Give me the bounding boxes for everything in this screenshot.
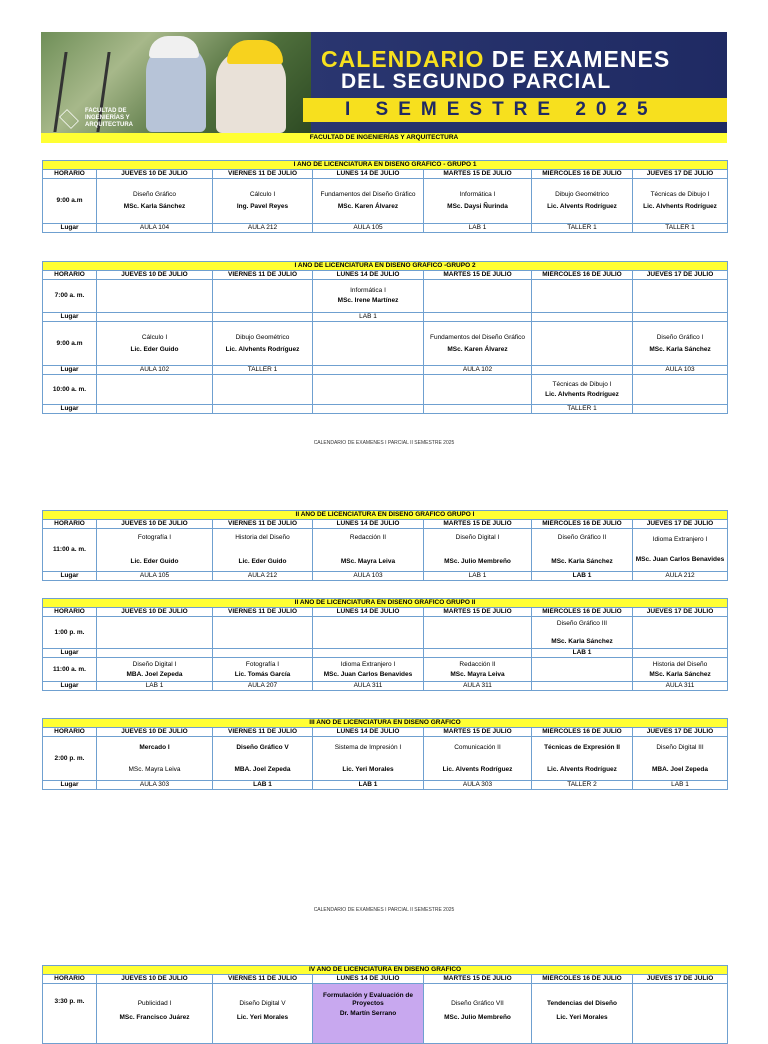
column-header: VIERNES 11 DE JULIO <box>213 975 313 984</box>
professor: Lic. Yeri Morales <box>342 765 394 773</box>
page-footer: CALENDARIO DE EXAMENES I PARCIAL II SEMESTRE 2025 <box>313 907 455 913</box>
room-cell: AULA 311 <box>313 682 424 691</box>
column-header: LUNES 14 DE JULIO <box>313 271 424 280</box>
table-title: I AÑO DE LICENCIATURA EN DISEÑO GRÁFICO - GRUPO 1 <box>43 161 728 170</box>
column-header: MARTES 15 DE JULIO <box>424 520 532 529</box>
table-row <box>43 529 728 572</box>
subject: Diseño Gráfico III <box>556 619 608 627</box>
subject: Sistema de Impresión I <box>334 743 402 751</box>
lugar-label: Lugar <box>43 366 97 375</box>
exam-cell <box>97 984 213 1044</box>
exam-cell <box>97 529 213 572</box>
subject: Fundamentos del Diseño Gráfico <box>429 333 526 341</box>
exam-cell <box>424 529 532 572</box>
room-cell: TALLER 1 <box>532 405 633 414</box>
exam-cell <box>97 179 213 224</box>
page-footer: CALENDARIO DE EXAMENES I PARCIAL II SEMESTRE 2025 <box>313 440 455 446</box>
professor: Lic. Alvhents Rodríguez <box>225 345 300 353</box>
column-header: MARTES 15 DE JULIO <box>424 271 532 280</box>
column-header: JUEVES 10 DE JULIO <box>97 520 213 529</box>
column-header: MIÉRCOLES 16 DE JULIO <box>532 520 633 529</box>
empty-cell <box>532 280 633 313</box>
table-row <box>43 375 728 405</box>
table-title: II AÑO DE LICENCIATURA EN DISEÑO GRÁFICO GRUPO I <box>43 511 728 520</box>
subject: Dibujo Geométrico <box>555 191 609 198</box>
time-cell: 10:00 a. m. <box>43 375 97 405</box>
column-header: HORARIO <box>43 608 97 617</box>
exam-cell <box>633 322 728 366</box>
exam-cell <box>532 179 633 224</box>
subject: Fotografía I <box>245 660 280 668</box>
subject: Diseño Gráfico II <box>557 534 607 541</box>
lugar-label: Lugar <box>43 649 97 658</box>
exam-cell <box>313 529 424 572</box>
room-cell: AULA 102 <box>424 366 532 375</box>
time-cell: 9:00 a.m <box>43 179 97 224</box>
exam-cell <box>213 179 313 224</box>
room-cell: TALLER 1 <box>633 224 728 233</box>
room-cell: LAB 1 <box>532 572 633 581</box>
room-cell: TALLER 1 <box>213 366 313 375</box>
room-cell: AULA 212 <box>633 572 728 581</box>
column-header: JUEVES 17 DE JULIO <box>633 608 728 617</box>
room-cell <box>313 405 424 414</box>
exam-cell <box>424 984 532 1044</box>
professor: MSc. Mayra Leiva <box>450 670 505 678</box>
column-header: MARTES 15 DE JULIO <box>424 975 532 984</box>
schedule-table-year1-group2 <box>42 261 728 414</box>
professor: MSc. Francisco Juárez <box>119 1014 190 1021</box>
column-header: HORARIO <box>43 975 97 984</box>
exam-cell <box>97 658 213 682</box>
lugar-label: Lugar <box>43 405 97 414</box>
column-header: JUEVES 10 DE JULIO <box>97 975 213 984</box>
professor: Lic. Tomás García <box>234 670 291 678</box>
column-header: JUEVES 10 DE JULIO <box>97 271 213 280</box>
schedule-table-year1-group1 <box>42 160 728 233</box>
room-cell: AULA 207 <box>213 682 313 691</box>
empty-cell <box>424 280 532 313</box>
table-row <box>43 322 728 366</box>
column-header: VIERNES 11 DE JULIO <box>213 170 313 179</box>
column-header: JUEVES 17 DE JULIO <box>633 170 728 179</box>
subject: Diseño Digital I <box>132 660 177 668</box>
lugar-row <box>43 313 728 322</box>
lugar-row <box>43 366 728 375</box>
subject: Dibujo Geométrico <box>235 333 290 341</box>
professor: MSc. Julio Membreño <box>444 1014 511 1021</box>
room-cell <box>97 405 213 414</box>
banner-title-highlight: CALENDARIO <box>321 46 485 72</box>
subject: Idioma Extranjero I <box>340 660 396 668</box>
empty-cell <box>213 280 313 313</box>
professor: MSc. Mayra Leiva <box>340 558 396 565</box>
room-cell: AULA 105 <box>97 572 213 581</box>
subject: Redacción II <box>349 534 387 541</box>
column-header: JUEVES 17 DE JULIO <box>633 728 728 737</box>
room-cell: LAB 1 <box>97 682 213 691</box>
exam-cell <box>213 984 313 1044</box>
column-header: MARTES 15 DE JULIO <box>424 170 532 179</box>
lugar-label: Lugar <box>43 781 97 790</box>
professor: Ing. Pavel Reyes <box>236 203 289 210</box>
column-header: LUNES 14 DE JULIO <box>313 520 424 529</box>
column-header: MIÉRCOLES 16 DE JULIO <box>532 271 633 280</box>
lugar-row <box>43 405 728 414</box>
room-cell: LAB 1 <box>633 781 728 790</box>
room-cell <box>633 313 728 322</box>
lugar-label: Lugar <box>43 224 97 233</box>
room-cell: TALLER 2 <box>532 781 633 790</box>
subject: Diseño Digital V <box>239 1000 286 1007</box>
exam-cell <box>532 617 633 649</box>
subject: Cálculo I <box>249 191 276 198</box>
table-title: I AÑO DE LICENCIATURA EN DISEÑO GRÁFICO -GRUPO 2 <box>43 262 728 271</box>
empty-cell <box>97 375 213 405</box>
time-cell: 9:00 a.m <box>43 322 97 366</box>
subject: Fotografía I <box>137 534 172 541</box>
lugar-row <box>43 781 728 790</box>
professor: MSc. Julio Membreño <box>444 558 511 565</box>
subject: Diseño Gráfico VII <box>451 1000 504 1007</box>
time-cell: 11:00 a. m. <box>43 658 97 682</box>
header-banner <box>41 32 727 133</box>
room-cell: LAB 1 <box>313 781 424 790</box>
professor: Lic. Yeri Morales <box>556 1014 608 1021</box>
column-header: MIÉRCOLES 16 DE JULIO <box>532 170 633 179</box>
exam-cell <box>213 737 313 781</box>
professor: MBA. Joel Zepeda <box>234 765 291 773</box>
professor: MSc. Juan Carlos Benavides <box>323 670 413 678</box>
subject: Técnicas de Dibujo I <box>552 380 612 388</box>
exam-cell <box>532 375 633 405</box>
column-header: LUNES 14 DE JULIO <box>313 975 424 984</box>
exam-cell <box>532 984 633 1044</box>
subject: Comunicación II <box>454 743 501 751</box>
subject: Diseño Digital I <box>455 534 500 541</box>
column-header: MIÉRCOLES 16 DE JULIO <box>532 975 633 984</box>
schedule-table-year2-group1 <box>42 510 728 581</box>
professor: Lic. Yeri Morales <box>236 1014 289 1021</box>
room-cell: LAB 1 <box>424 224 532 233</box>
banner-title <box>321 46 670 73</box>
empty-cell <box>633 280 728 313</box>
room-cell <box>213 649 313 658</box>
schedule-table-year2-group2 <box>42 598 728 691</box>
exam-cell <box>633 179 728 224</box>
room-cell: AULA 103 <box>313 572 424 581</box>
column-header: MARTES 15 DE JULIO <box>424 728 532 737</box>
empty-cell <box>532 658 633 682</box>
exam-cell <box>213 322 313 366</box>
empty-cell <box>313 617 424 649</box>
empty-cell <box>97 280 213 313</box>
professor: MSc. Karla Sánchez <box>551 637 613 645</box>
column-header: HORARIO <box>43 170 97 179</box>
table-row <box>43 658 728 682</box>
subject: Idioma Extranjero I <box>652 536 708 543</box>
room-cell: LAB 1 <box>313 313 424 322</box>
lugar-row <box>43 682 728 691</box>
column-header: HORARIO <box>43 271 97 280</box>
schedule-table-year3 <box>42 718 728 790</box>
professor: MSc. Karen Álvarez <box>337 203 399 210</box>
lugar-row <box>43 572 728 581</box>
professor: MBA. Joel Zepeda <box>126 670 183 678</box>
professor: MSc. Karla Sánchez <box>551 558 613 565</box>
empty-cell <box>633 984 728 1044</box>
subject: Diseño Digital III <box>656 743 704 751</box>
subject: Historia del Diseño <box>235 534 290 541</box>
professor: Dr. Martín Serrano <box>339 1010 397 1017</box>
room-cell: AULA 102 <box>97 366 213 375</box>
exam-cell <box>213 658 313 682</box>
column-header: VIERNES 11 DE JULIO <box>213 520 313 529</box>
subject: Historia del Diseño <box>652 660 708 668</box>
exam-cell <box>313 179 424 224</box>
banner-title-rest: DE EXAMENES <box>491 46 671 72</box>
subject: Informática I <box>459 191 496 198</box>
professor: MSc. Karla Sánchez <box>123 203 186 210</box>
table-title: IV AÑO DE LICENCIATURA EN DISEÑO GRÁFICO <box>43 966 728 975</box>
professor: MSc. Juan Carlos Benavides <box>635 556 725 563</box>
exam-cell <box>633 529 728 572</box>
room-cell <box>633 649 728 658</box>
professor: Lic. Alvhents Rodríguez <box>545 390 619 398</box>
room-cell <box>213 313 313 322</box>
professor: Lic. Alvhents Rodríguez <box>643 203 717 210</box>
table-row <box>43 179 728 224</box>
exam-cell <box>633 658 728 682</box>
room-cell <box>313 366 424 375</box>
column-header: JUEVES 10 DE JULIO <box>97 170 213 179</box>
professor: MSc. Karla Sánchez <box>649 670 711 678</box>
room-cell: AULA 311 <box>633 682 728 691</box>
room-cell <box>532 313 633 322</box>
column-header: JUEVES 17 DE JULIO <box>633 975 728 984</box>
room-cell <box>424 313 532 322</box>
exam-cell <box>532 737 633 781</box>
empty-cell <box>213 375 313 405</box>
room-cell <box>213 405 313 414</box>
exam-cell <box>313 280 424 313</box>
column-header: VIERNES 11 DE JULIO <box>213 608 313 617</box>
column-header: MIÉRCOLES 16 DE JULIO <box>532 608 633 617</box>
exam-cell <box>97 737 213 781</box>
table-title: III AÑO DE LICENCIATURA EN DISEÑO GRÁFICO <box>43 719 728 728</box>
exam-cell <box>633 737 728 781</box>
exam-cell <box>532 529 633 572</box>
empty-cell <box>313 375 424 405</box>
subject: Formulación y Evaluación de Proyectos <box>323 992 413 1007</box>
banner-subtitle: DEL SEGUNDO PARCIAL <box>341 70 612 93</box>
empty-cell <box>532 322 633 366</box>
professor: MSc. Karen Álvarez <box>447 345 508 353</box>
professor: Lic. Eder Guido <box>238 558 287 565</box>
yellow-helmet-image <box>227 40 283 64</box>
room-cell: AULA 303 <box>424 781 532 790</box>
lugar-label: Lugar <box>43 572 97 581</box>
professor: MSc. Irene Martínez <box>337 297 399 304</box>
time-cell: 3:30 p. m. <box>43 984 97 1044</box>
room-cell: AULA 212 <box>213 572 313 581</box>
exam-cell <box>424 737 532 781</box>
logo-text: FACULTAD DE INGENIERÍAS Y ARQUITECTURA <box>85 108 133 128</box>
professor: Lic. Alvents Rodríguez <box>547 765 617 773</box>
column-header: VIERNES 11 DE JULIO <box>213 728 313 737</box>
room-cell: AULA 105 <box>313 224 424 233</box>
empty-cell <box>424 617 532 649</box>
room-cell: LAB 1 <box>213 781 313 790</box>
professor: Lic. Eder Guido <box>130 345 179 353</box>
room-cell: AULA 212 <box>213 224 313 233</box>
lugar-row <box>43 649 728 658</box>
professor: MSc. Karla Sánchez <box>649 345 711 353</box>
subject: Fundamentos del Diseño Gráfico <box>320 191 416 198</box>
subject: Tendencias del Diseño <box>547 1000 617 1007</box>
faculty-label: FACULTAD DE INGENIERÍAS Y ARQUITECTURA <box>41 133 727 143</box>
room-cell <box>313 649 424 658</box>
lugar-label: Lugar <box>43 313 97 322</box>
time-cell: 11:00 a. m. <box>43 529 97 572</box>
faculty-logo <box>57 108 155 129</box>
banner-photo <box>41 32 311 133</box>
column-header: JUEVES 10 DE JULIO <box>97 728 213 737</box>
room-cell: AULA 311 <box>424 682 532 691</box>
white-helmet-image <box>149 36 199 58</box>
professor: Lic. Alvents Rodríguez <box>442 765 513 773</box>
subject: Publicidad I <box>137 1000 172 1007</box>
exam-cell <box>313 658 424 682</box>
room-cell <box>633 405 728 414</box>
table-row <box>43 617 728 649</box>
exam-cell <box>424 179 532 224</box>
exam-cell <box>424 658 532 682</box>
table-title: II AÑO DE LICENCIATURA EN DISEÑO GRÁFICO GRUPO II <box>43 599 728 608</box>
column-header: JUEVES 10 DE JULIO <box>97 608 213 617</box>
professor: Lic. Alvents Rodríguez <box>547 203 617 210</box>
semester-strip: I SEMESTRE 2025 <box>303 98 727 122</box>
exam-cell <box>213 529 313 572</box>
subject: Técnicas de Expresión II <box>544 743 620 751</box>
room-cell: LAB 1 <box>424 572 532 581</box>
column-header: HORARIO <box>43 728 97 737</box>
room-cell <box>97 313 213 322</box>
subject: Cálculo I <box>141 333 168 341</box>
time-cell: 2:00 p. m. <box>43 737 97 781</box>
room-cell: LAB 1 <box>532 649 633 658</box>
column-header: LUNES 14 DE JULIO <box>313 170 424 179</box>
column-header: HORARIO <box>43 520 97 529</box>
subject: Diseño Gráfico V <box>236 743 289 751</box>
professor: MSc. Mayra Leiva <box>128 765 181 773</box>
professor: Lic. Eder Guido <box>130 558 179 565</box>
lugar-row <box>43 224 728 233</box>
room-cell: TALLER 1 <box>532 224 633 233</box>
professor: MSc. Daysi Ñurinda <box>447 203 508 210</box>
professor: MBA. Joel Zepeda <box>652 765 708 773</box>
logo-icon <box>59 109 79 129</box>
column-header: LUNES 14 DE JULIO <box>313 608 424 617</box>
column-header: MIÉRCOLES 16 DE JULIO <box>532 728 633 737</box>
table-row <box>43 737 728 781</box>
exam-cell-highlighted <box>313 984 424 1044</box>
column-header: MARTES 15 DE JULIO <box>424 608 532 617</box>
subject: Técnicas de Dibujo I <box>650 191 710 198</box>
time-cell: 1:00 p. m. <box>43 617 97 649</box>
subject: Informática I <box>350 287 386 294</box>
schedule-table-year4 <box>42 965 728 1044</box>
exam-cell <box>313 737 424 781</box>
empty-cell <box>313 322 424 366</box>
exam-cell <box>97 322 213 366</box>
subject: Diseño Gráfico <box>133 191 176 198</box>
subject: Mercado I <box>139 743 170 751</box>
column-header: JUEVES 17 DE JULIO <box>633 271 728 280</box>
empty-cell <box>633 375 728 405</box>
table-row <box>43 984 728 1044</box>
subject: Redacción II <box>459 660 496 668</box>
room-cell <box>97 649 213 658</box>
exam-cell <box>424 322 532 366</box>
lugar-label: Lugar <box>43 682 97 691</box>
empty-cell <box>97 617 213 649</box>
room-cell <box>532 366 633 375</box>
room-cell <box>532 682 633 691</box>
empty-cell <box>633 617 728 649</box>
empty-cell <box>213 617 313 649</box>
subject: Diseño Gráfico I <box>656 333 704 341</box>
column-header: LUNES 14 DE JULIO <box>313 728 424 737</box>
room-cell <box>424 649 532 658</box>
time-cell: 7:00 a. m. <box>43 280 97 313</box>
empty-cell <box>424 375 532 405</box>
column-header: JUEVES 17 DE JULIO <box>633 520 728 529</box>
room-cell <box>424 405 532 414</box>
table-row <box>43 280 728 313</box>
room-cell: AULA 103 <box>633 366 728 375</box>
room-cell: AULA 104 <box>97 224 213 233</box>
room-cell: AULA 303 <box>97 781 213 790</box>
column-header: VIERNES 11 DE JULIO <box>213 271 313 280</box>
